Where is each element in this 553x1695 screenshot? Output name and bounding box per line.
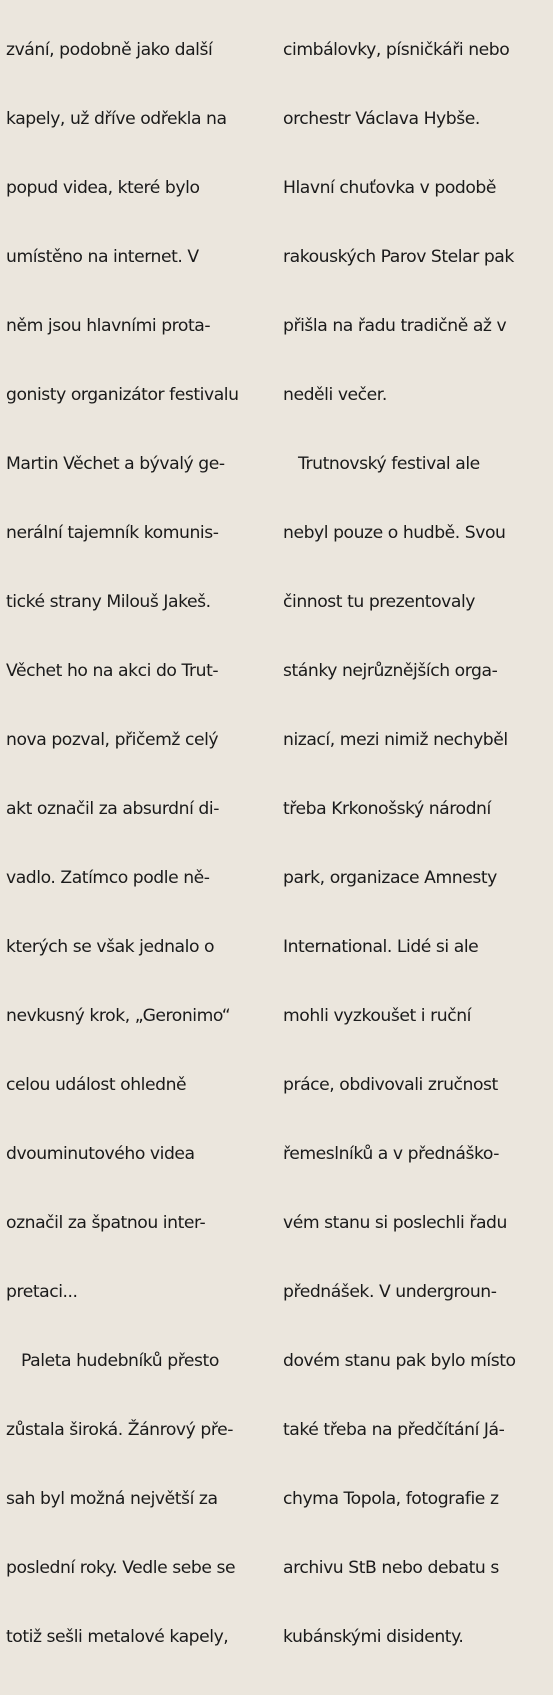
text-line: tické strany Milouš Jakeš. [6, 592, 211, 612]
text-line: totiž sešli metalové kapely, [6, 1627, 229, 1647]
text-line: cimbálovky, písničkáři nebo [283, 40, 510, 60]
text-line: nevkusný krok, „Geronimo“ [6, 1006, 231, 1026]
text-line: kubánskými disidenty. [283, 1627, 464, 1647]
text-line: akt označil za absurdní di- [6, 799, 219, 819]
text-line: stánky nejrůznějších orga- [283, 661, 498, 681]
text-line: rakouských Parov Stelar pak [283, 247, 514, 267]
text-line: neděli večer. [283, 385, 387, 405]
text-line: přednášek. V undergroun- [283, 1282, 497, 1302]
text-line: řemeslníků a v přednáško- [283, 1144, 499, 1164]
text-line: nova pozval, přičemž celý [6, 730, 219, 750]
text-line: činnost tu prezentovaly [283, 592, 475, 612]
text-line: orchestr Václava Hybše. [283, 109, 480, 129]
text-line: kterých se však jednalo o [6, 937, 215, 957]
text-line: popud videa, které bylo [6, 178, 200, 198]
text-line: zůstala široká. Žánrový pře- [6, 1420, 233, 1440]
text-line: kapely, už dříve odřekla na [6, 109, 227, 129]
text-line: Hlavní chuťovka v podobě [283, 178, 497, 198]
text-line: nizací, mezi nimiž nechyběl [283, 730, 508, 750]
text-line: vadlo. Zatímco podle ně- [6, 868, 210, 888]
text-line: třeba Krkonošský národní [283, 799, 491, 819]
text-line: označil za špatnou inter- [6, 1213, 206, 1233]
text-line: archivu StB nebo debatu s [283, 1558, 499, 1578]
text-line: Věchet ho na akci do Trut- [6, 661, 219, 681]
text-line: nebyl pouze o hudbě. Svou [283, 523, 506, 543]
text-line: práce, obdivovali zručnost [283, 1075, 498, 1095]
text-line: International. Lidé si ale [283, 937, 479, 957]
text-line: gonisty organizátor festivalu [6, 385, 239, 405]
text-line: dovém stanu pak bylo místo [283, 1351, 516, 1371]
text-line: zvání, podobně jako další [6, 40, 213, 60]
text-line: celou událost ohledně [6, 1075, 187, 1095]
right-column [283, 0, 551, 1695]
text-line: také třeba na předčítání Já- [283, 1420, 505, 1440]
text-line: sah byl možná největší za [6, 1489, 218, 1509]
text-line: Paleta hudebníků přesto [6, 1351, 219, 1371]
text-line: mohli vyzkoušet i ruční [283, 1006, 471, 1026]
text-line: vém stanu si poslechli řadu [283, 1213, 507, 1233]
text-line: pretaci... [6, 1282, 78, 1302]
text-line: Trutnovský festival ale [283, 454, 480, 474]
text-line: chyma Topola, fotografie z [283, 1489, 499, 1509]
text-line: něm jsou hlavními prota- [6, 316, 211, 336]
text-line: poslední roky. Vedle sebe se [6, 1558, 236, 1578]
text-line: dvouminutového videa [6, 1144, 195, 1164]
text-line: nerální tajemník komunis- [6, 523, 219, 543]
text-line: umístěno na internet. V [6, 247, 199, 267]
text-line: přišla na řadu tradičně až v [283, 316, 507, 336]
left-column [6, 0, 271, 1695]
text-line: park, organizace Amnesty [283, 868, 497, 888]
text-line: Martin Věchet a bývalý ge- [6, 454, 225, 474]
